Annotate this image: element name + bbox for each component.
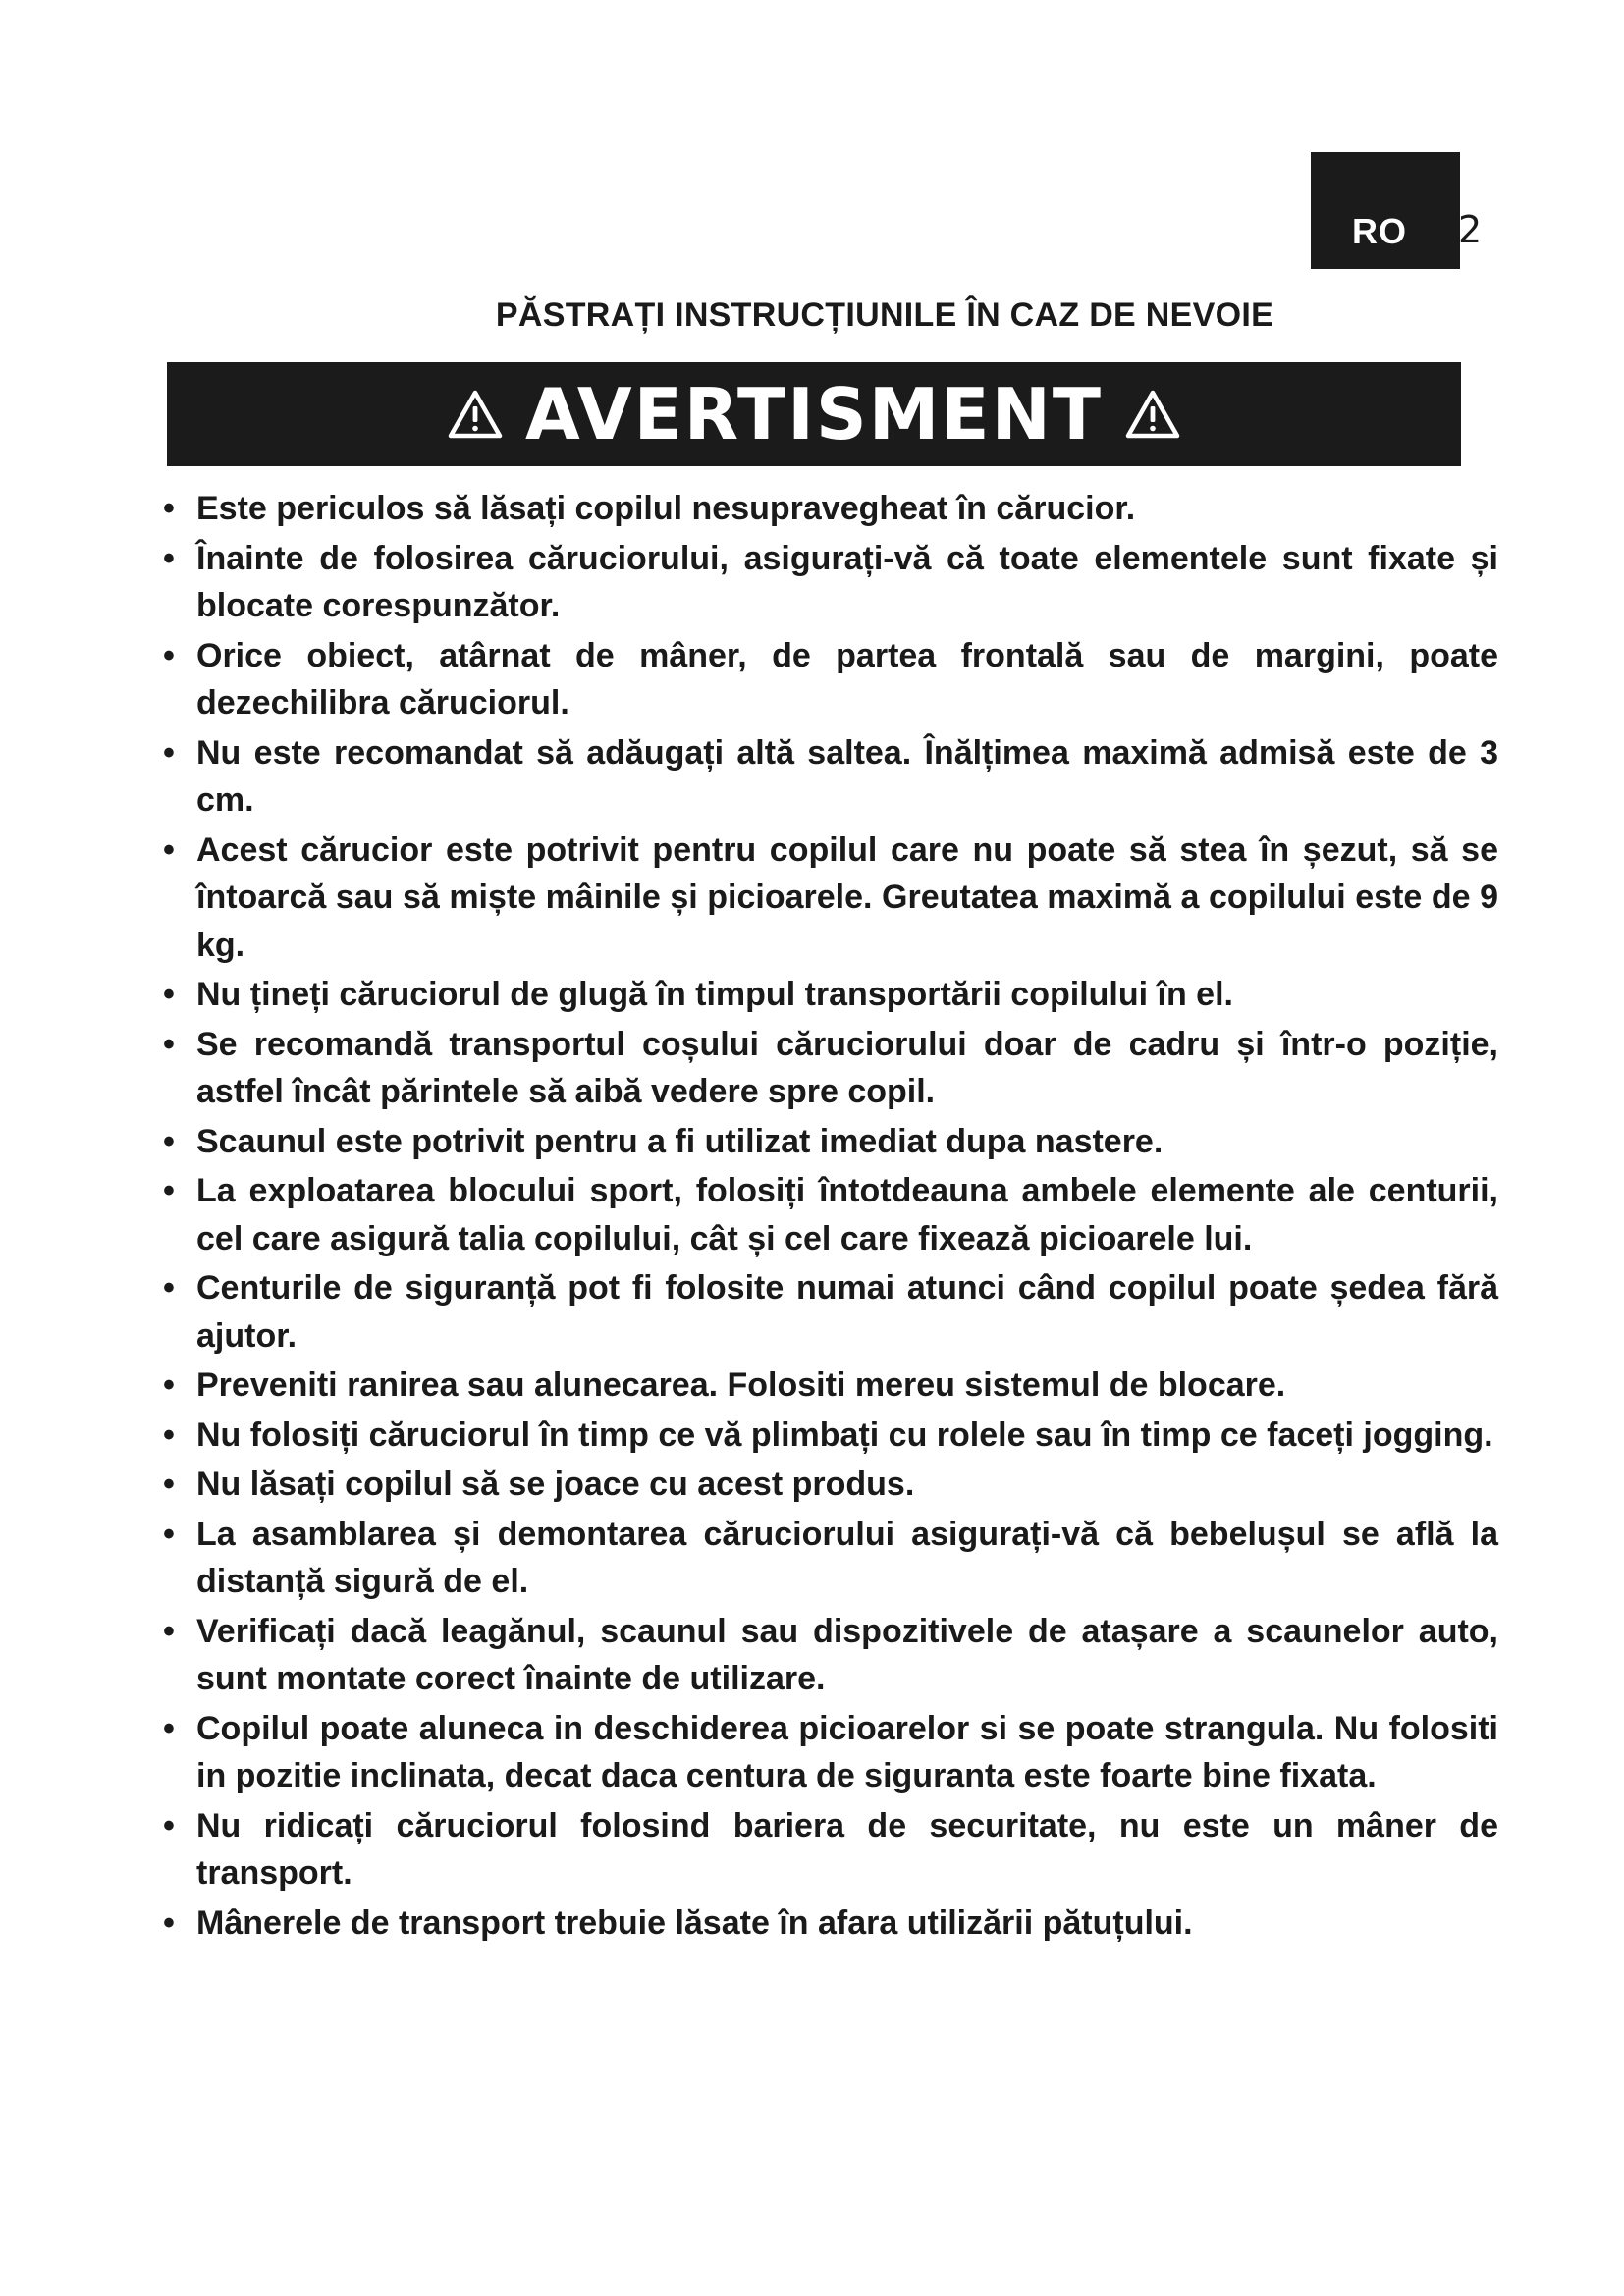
- warning-text: La asamblarea și demontarea căruciorului asigurați-vă că bebelușul se află la distanță sigură de el.: [196, 1515, 1498, 1600]
- warning-text: Copilul poate aluneca in deschiderea picioarelor si se poate strangula. Nu folositi in pozitie inclinata, decat daca centura de siguranta este foarte bine fixata.: [196, 1709, 1498, 1794]
- bullet-icon: •: [163, 1903, 175, 1942]
- bullet-icon: •: [163, 1366, 175, 1404]
- bullet-icon: •: [163, 636, 175, 674]
- page-number: 2: [1458, 208, 1483, 251]
- warning-text: Acest cărucior este potrivit pentru copilul care nu poate să stea în șezut, să se întoarcă sau să miște mâinile și picioarele. Greutatea maximă a copilului este de 9 kg.: [196, 830, 1498, 964]
- warning-banner: [167, 362, 1461, 466]
- warning-text: Preveniti ranirea sau alunecarea. Folositi mereu sistemul de blocare.: [196, 1366, 1286, 1404]
- bullet-icon: •: [163, 976, 175, 1013]
- bullet-icon: •: [163, 1415, 175, 1454]
- list-item: [163, 1167, 1498, 1262]
- list-item: [163, 729, 1498, 825]
- bullet-icon: •: [163, 733, 175, 772]
- warning-text: Nu este recomandat să adăugați altă saltea. Înălțimea maximă admisă este de 3 cm.: [196, 733, 1498, 819]
- list-item: [163, 1461, 1498, 1509]
- language-code: RO: [1352, 211, 1407, 251]
- warning-list: [163, 485, 1498, 1949]
- list-item: [163, 827, 1498, 970]
- warning-text: Înainte de folosirea căruciorului, asigurați-vă că toate elementele sunt fixate și blocate corespunzător.: [196, 539, 1498, 624]
- list-item: [163, 1802, 1498, 1897]
- bullet-icon: •: [163, 1466, 175, 1503]
- list-item: [163, 1511, 1498, 1606]
- warning-text: Nu folosiți căruciorul în timp ce vă plimbați cu rolele sau în timp ce faceți jogging.: [196, 1415, 1493, 1454]
- bullet-icon: •: [163, 1172, 175, 1209]
- warning-text: Nu lăsați copilul să se joace cu acest produs.: [196, 1466, 915, 1503]
- warning-text: Nu țineți căruciorul de glugă în timpul transportării copilului în el.: [196, 976, 1233, 1013]
- warning-text: Centurile de siguranță pot fi folosite numai atunci când copilul poate ședea fără ajutor.: [196, 1269, 1498, 1355]
- document-title: PĂSTRAȚI INSTRUCȚIUNILE ÎN CAZ DE NEVOIE: [495, 296, 1274, 334]
- bullet-icon: •: [163, 1612, 175, 1650]
- warning-text: Nu ridicați căruciorul folosind bariera de securitate, nu este un mâner de transport.: [196, 1806, 1498, 1892]
- list-item: [163, 1362, 1498, 1410]
- bullet-icon: •: [163, 539, 175, 577]
- warning-text: Verificați dacă leagănul, scaunul sau dispozitivele de atașare a scaunelor auto, sunt montate corect înainte de utilizare.: [196, 1612, 1498, 1697]
- warning-text: Se recomandă transportul coșului căruciorului doar de cadru și într-o poziție, astfel încât părintele să aibă vedere spre copil.: [196, 1025, 1498, 1110]
- list-item: [163, 1264, 1498, 1360]
- list-item: [163, 485, 1498, 533]
- warning-text: Este periculos să lăsați copilul nesupravegheat în cărucior.: [196, 490, 1136, 527]
- list-item: [163, 1608, 1498, 1703]
- bullet-icon: •: [163, 1709, 175, 1747]
- warning-text: La exploatarea blocului sport, folosiți întotdeauna ambele elemente ale centurii, cel care asigură talia copilului, cât și cel care fixează picioarele lui.: [196, 1172, 1498, 1257]
- list-item: [163, 1899, 1498, 1948]
- list-item: [163, 632, 1498, 727]
- list-item: [163, 535, 1498, 630]
- bullet-icon: •: [163, 490, 175, 527]
- warning-triangle-icon: [447, 389, 504, 440]
- warning-heading: AVERTISMENT: [525, 373, 1103, 455]
- bullet-icon: •: [163, 830, 175, 869]
- bullet-icon: •: [163, 1515, 175, 1553]
- list-item: [163, 1705, 1498, 1800]
- warning-text: Mânerele de transport trebuie lăsate în afara utilizării pătuțului.: [196, 1903, 1193, 1942]
- list-item: [163, 971, 1498, 1019]
- list-item: [163, 1412, 1498, 1460]
- list-item: [163, 1021, 1498, 1116]
- warning-text: Orice obiect, atârnat de mâner, de partea frontală sau de margini, poate dezechilibra căruciorul.: [196, 636, 1498, 721]
- bullet-icon: •: [163, 1122, 175, 1160]
- warning-triangle-icon: [1124, 389, 1181, 440]
- bullet-icon: •: [163, 1806, 175, 1844]
- bullet-icon: •: [163, 1025, 175, 1063]
- warning-text: Scaunul este potrivit pentru a fi utilizat imediat dupa nastere.: [196, 1122, 1164, 1160]
- bullet-icon: •: [163, 1269, 175, 1307]
- list-item: [163, 1118, 1498, 1166]
- language-tab: [1311, 152, 1460, 269]
